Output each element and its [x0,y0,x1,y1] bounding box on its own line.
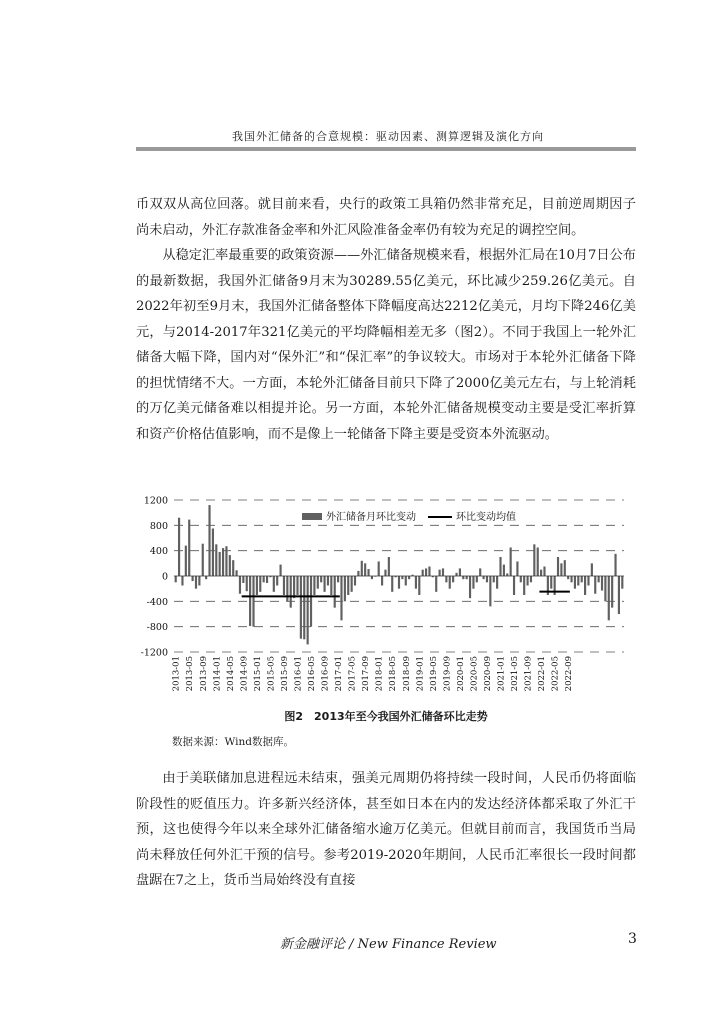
bar [205,576,207,579]
bar [466,576,468,579]
legend-swatch-bars [302,513,322,520]
bar [581,576,583,582]
bar [300,576,302,639]
x-tick-label: 2020-01 [455,656,466,692]
bar [381,576,383,586]
bar [310,576,312,627]
bar [178,518,180,576]
bar [236,570,238,576]
bar [290,576,292,608]
journal-footer: 新金融评论 / New Finance Review [280,937,497,952]
running-head: 我国外汇储备的合意规模：驱动因素、测算逻辑及演化方向 [232,130,544,143]
legend-label-line: 环比变动均值 [456,512,516,523]
bar [594,576,596,594]
bar [452,576,454,582]
y-tick-label: 1200 [143,495,168,507]
x-tick-label: 2017-05 [347,656,358,692]
bar [222,548,224,576]
bar [476,576,478,582]
bar [327,576,329,586]
bar [357,571,359,576]
x-tick-label: 2015-09 [279,656,290,692]
bar [263,576,265,582]
bar [401,576,403,579]
x-tick-label: 2018-05 [388,656,399,692]
x-tick-label: 2014-01 [212,656,223,692]
x-tick-label: 2015-01 [252,656,263,692]
page-number: 3 [628,931,637,947]
bar [442,568,444,576]
bar [279,565,281,576]
bar [334,576,336,608]
bar [520,576,522,582]
bar [354,576,356,586]
bar [445,576,447,582]
bar [503,565,505,576]
x-tick-label: 2015-05 [266,656,277,692]
bar [215,544,217,576]
bar [239,576,241,594]
bar [510,548,512,577]
x-tick-label: 2017-01 [334,656,345,692]
figure-caption: 图2 2013年至今我国外汇储备环比走势 [284,710,488,723]
bar [351,576,353,592]
body-text-bottom [136,766,636,894]
bar [293,576,295,598]
bar [611,576,613,608]
bar [320,576,322,582]
bar [347,576,349,595]
bar [188,520,190,576]
bar [608,576,610,620]
bar [378,561,380,576]
legend-label-bars: 外汇储备月环比变动 [326,512,416,523]
bar [259,576,261,592]
bar [489,576,491,606]
bar [388,557,390,576]
x-tick-label: 2019-05 [428,656,439,692]
x-tick-label: 2017-09 [361,656,372,692]
bar [591,563,593,576]
bar [307,576,309,644]
bar [313,576,315,595]
y-tick-label: -1200 [140,647,168,659]
bar [246,576,248,591]
bar [340,576,342,620]
bar [212,529,214,577]
bar [459,568,461,576]
x-tick-label: 2018-09 [401,656,412,692]
bar [570,576,572,582]
bar [587,576,589,586]
y-tick-label: -400 [146,596,168,608]
bar [195,576,197,589]
bar [550,576,552,589]
bar [266,576,268,583]
x-tick-label: 2021-05 [510,656,521,692]
bar [249,576,251,626]
bar [273,576,275,592]
bar [499,557,501,576]
x-tick-label: 2013-09 [198,656,209,692]
x-tick-label: 2018-01 [374,656,385,692]
bar [560,563,562,576]
bar [516,561,518,576]
bar [425,568,427,576]
bar [567,576,569,579]
bar [192,576,194,581]
bar-chart-svg [136,492,636,704]
x-tick-label: 2021-09 [523,656,534,692]
bar [256,576,258,595]
bar [621,576,623,589]
x-tick-label: 2022-01 [537,656,548,692]
bar [317,576,319,589]
bar [462,576,464,579]
paragraph-continuation: 币双双从高位回落。就目前来看，央行的政策工具箱仍然非常充足，目前逆周期因子尚未启动，外汇存款准备金率和外汇风险准备金率仍有较为充足的调控空间。 [136,197,636,238]
figure-2-chart [136,492,636,704]
bar [418,576,420,595]
x-tick-label: 2022-09 [564,656,575,692]
bar [361,561,363,576]
bar [364,563,366,576]
header-rule [136,147,636,151]
bar [323,576,325,592]
bar [523,576,525,595]
body-text-top [136,192,636,447]
x-tick-label: 2019-01 [415,656,426,692]
y-tick-label: 800 [149,520,168,532]
bar [415,576,417,589]
bar [225,546,227,576]
bar [577,576,579,586]
bar [513,576,515,595]
bar [371,576,373,579]
bar [472,576,474,589]
x-tick-label: 2013-05 [185,656,196,692]
x-tick-label: 2022-05 [550,656,561,692]
bar [303,576,305,639]
bar [198,576,200,586]
bar [604,576,606,601]
bar [283,576,285,595]
bar [422,570,424,576]
x-tick-label: 2016-05 [307,656,318,692]
bar [276,576,278,586]
bar [344,576,346,601]
bar [469,576,471,598]
bar [496,576,498,589]
bar [367,569,369,576]
bar [391,576,393,592]
bar [526,576,528,586]
y-tick-label: 0 [161,571,168,583]
bar [229,555,231,576]
bar [330,576,332,595]
x-tick-label: 2013-01 [171,656,182,692]
x-tick-label: 2014-05 [225,656,236,692]
bar [408,576,410,579]
x-tick-label: 2020-09 [482,656,493,692]
paragraph-outlook: 由于美联储加息进程远未结束，强美元周期仍将持续一段时间，人民币仍将面临阶段性的贬值压力。许多新兴经济体，甚至如日本在内的发达经济体都采取了外汇干预，这也使得今年以来全球外汇储备缩水逾万亿美元。但就目前而言，我国货币当局尚未释放任何外汇干预的信号。参考2019-2020年期间，人民币汇率很长一段时间都盘踞在7之上，货币当局始终没有直接 [136,771,636,888]
bar [601,576,603,591]
bar [574,576,576,589]
bar [557,557,559,576]
bar [530,576,532,582]
x-tick-label: 2016-01 [293,656,304,692]
bar [175,576,177,582]
bar [493,576,495,582]
y-tick-label: 400 [149,546,168,558]
bar [540,570,542,576]
bar [537,548,539,577]
bar [242,576,244,583]
bar [405,576,407,586]
x-tick-label: 2020-05 [469,656,480,692]
bar [598,576,600,582]
bar [202,544,204,576]
x-tick-label: 2016-09 [320,656,331,692]
bar [533,544,535,576]
bar [219,552,221,576]
bar [428,567,430,577]
bar [337,576,339,582]
bar [398,576,400,589]
bar [435,576,437,592]
bar [486,576,488,582]
bar [232,560,234,576]
bar [479,568,481,576]
bar [449,576,451,589]
y-tick-label: -800 [146,622,168,634]
bar [483,576,485,579]
paragraph-fx-reserves: 从稳定汇率最重要的政策资源——外汇储备规模来看，根据外汇局在10月7日公布的最新数据，我国外汇储备9月末为30289.55亿美元，环比减少259.26亿美元。自2022年初至9月末，我国外汇储备整体下降幅度高达2212亿美元，月均下降246亿美元，与2014-2017年321亿美元的平均降幅相差无多（图2）。不同于我国上一轮外汇储备大幅下降，国内对“保外汇”和“保汇率”的争议较大。市场对于本轮外汇储备下降的担忧情绪不大。一方面，本轮外汇储备目前只下降了2000亿美元左右，与上轮消耗的万亿美元储备难以相提并论。另一方面，本轮外汇储备规模变动主要是受汇率折算和资产价格估值影响，而不是像上一轮储备下降主要是受资本外流驱动。 [136,248,636,442]
bar [439,570,441,576]
bar [455,573,457,576]
bar [543,567,545,577]
bar [286,576,288,601]
bar [614,554,616,576]
figure-source: 数据来源：Wind数据库。 [172,736,294,748]
x-tick-label: 2019-09 [442,656,453,692]
bar [296,576,298,595]
bar [564,560,566,576]
bar [584,576,586,595]
bar [384,570,386,576]
x-tick-label: 2021-01 [496,656,507,692]
bar [181,576,183,586]
bar [618,576,620,614]
bar [252,576,254,627]
bar [208,505,210,576]
bar [185,546,187,576]
x-tick-label: 2014-09 [239,656,250,692]
